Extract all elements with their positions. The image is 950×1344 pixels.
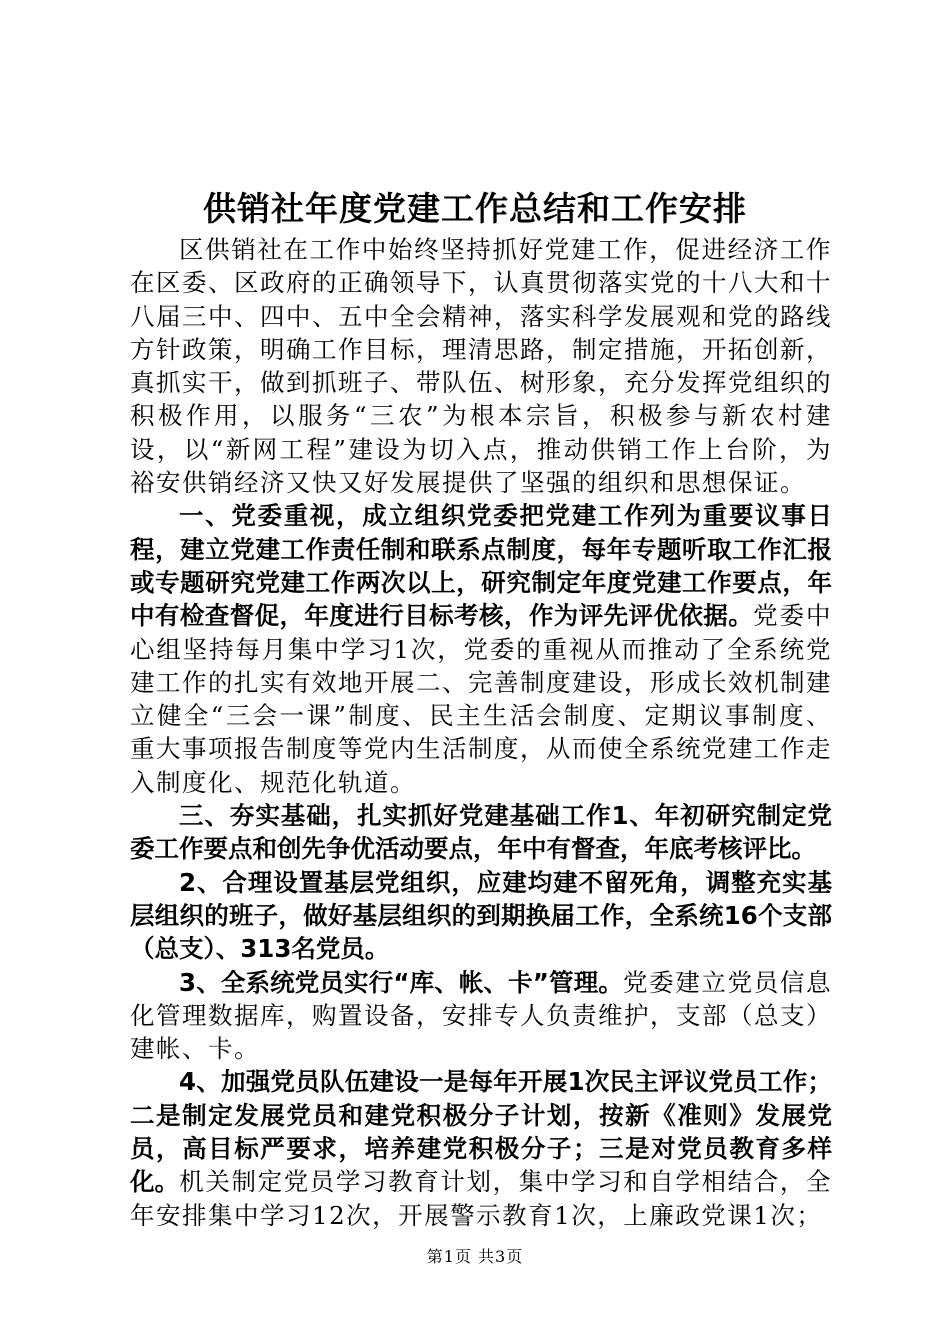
paragraph-text: 机关制定党员学习教育计划，集中学习和自学相结合，全年安排集中学习12次，开展警示教育1次，上廉政党课1次； — [130, 1167, 833, 1230]
paragraph-heading-text: 2、合理设置基层党组织，应建均建不留死角，调整充实基层组织的班子，做好基层组织的到期换届工作，全系统16个支部（总支）、313名党员。 — [130, 867, 832, 964]
body-paragraph — [130, 234, 832, 500]
body-paragraph — [130, 800, 832, 867]
body-paragraph — [130, 500, 832, 800]
paragraph-text: 党委建立党员信息化管理数据库，购置设备，安排专人负责维护，支部（总支）建帐、卡。 — [130, 967, 833, 1064]
paragraph-text: 党委中心组坚持每月集中学习1次，党委的重视从而推动了全系统党建工作的扎实有效地开展二、完善制度建设，形成长效机制建立健全“三会一课”制度、民主生活会制度、定期议事制度、重大事项报告制度等党内生活制度，从而使全系统党建工作走入制度化、规范化轨道。 — [130, 601, 833, 797]
body-paragraph — [130, 967, 832, 1067]
paragraph-heading-text: 4、加强党员队伍建设一是每年开展1次民主评议党员工作；二是制定发展党员和建党积极分子计划，按新《准则》发展党员，高目标严要求，培养建党积极分子；三是对党员教育多样化。 — [130, 1067, 832, 1197]
paragraph-text: 区供销社在工作中始终坚持抓好党建工作，促进经济工作在区委、区政府的正确领导下，认真贯彻落实党的十八大和十八届三中、四中、五中全会精神，落实科学发展观和党的路线方针政策，明确工作目标，理清思路，制定措施，开拓创新，真抓实干，做到抓班子、带队伍、树形象，充分发挥党组织的积极作用，以服务“三农”为根本宗旨，积极参与新农村建设，以“新网工程”建设为切入点，推动供销工作上台阶，为裕安供销经济又快又好发展提供了坚强的组织和思想保证。 — [130, 235, 832, 498]
page-footer: 第1页 共3页 — [426, 1247, 524, 1266]
document-title: 供销社年度党建工作总结和工作安排 — [203, 189, 747, 228]
body-paragraph — [130, 867, 832, 967]
body-paragraph — [130, 1066, 832, 1232]
paragraph-heading-text: 一、党委重视，成立组织党委把党建工作列为重要议事日程，建立党建工作责任制和联系点制度，每年专题听取工作汇报或专题研究党建工作两次以上，研究制定年度党建工作要点，年中有检查督促，年度进行目标考核，作为评先评优依据。 — [130, 501, 832, 631]
paragraph-heading-text: 3、全系统党员实行“库、帐、卡”管理。 — [179, 967, 623, 997]
document-body — [130, 234, 832, 1233]
paragraph-heading-text: 三、夯实基础，扎实抓好党建基础工作1、年初研究制定党委工作要点和创先争优活动要点，年中有督查，年底考核评比。 — [130, 801, 832, 864]
